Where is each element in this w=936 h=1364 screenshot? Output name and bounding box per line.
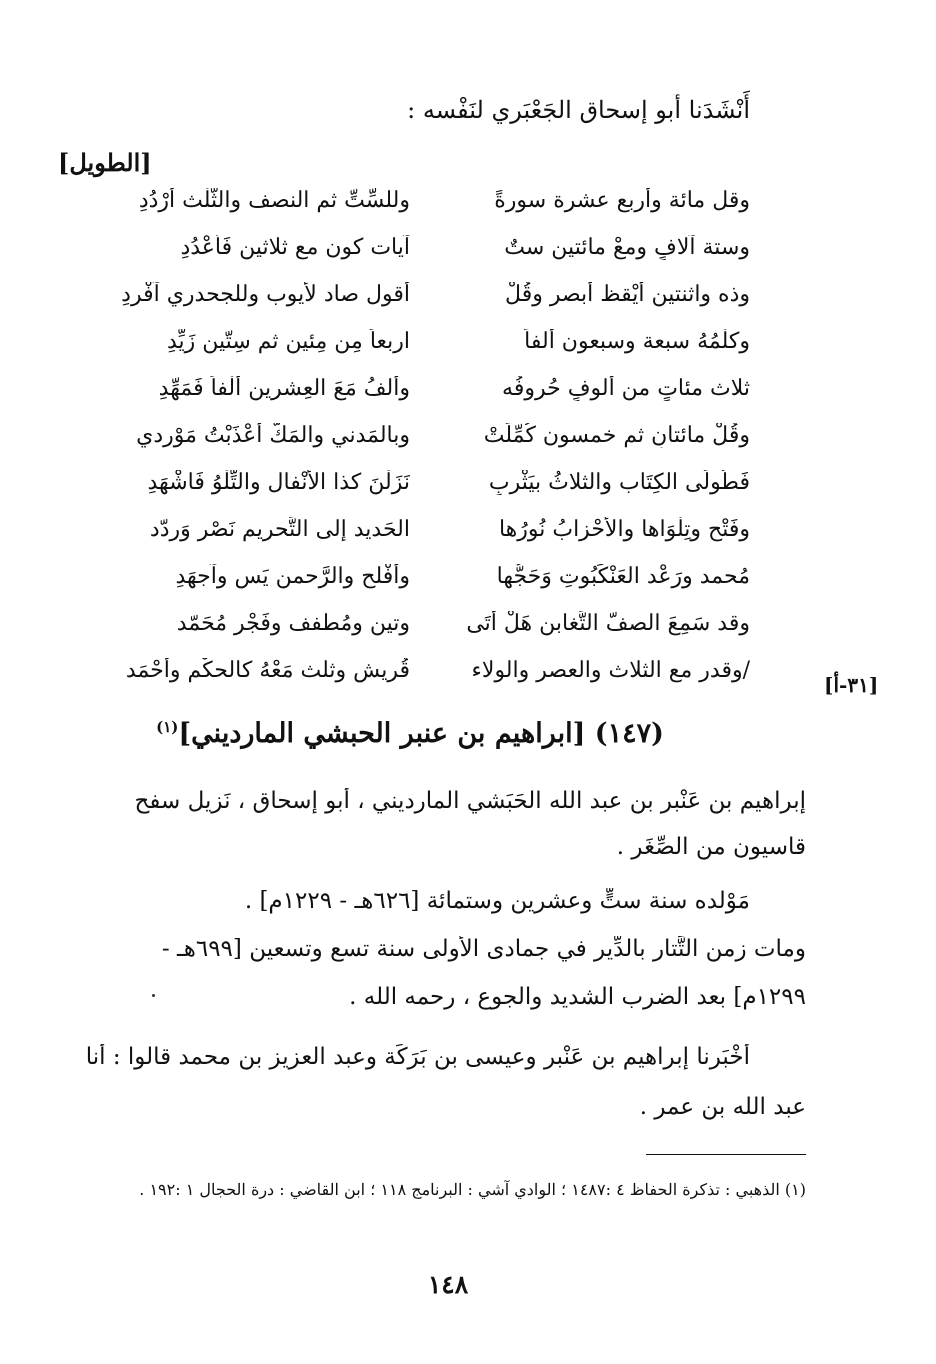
footnote-text: (١) الذهبي : تذكرة الحفاظ ٤ :١٤٨٧ ؛ الوادي آشي : البرنامج ١١٨ ؛ ابن القاضي : درة الحجال ١ :١٩٢ . [139, 1180, 806, 1199]
verse-row [0, 376, 936, 423]
body-paragraph-line: إبراهيم بن عَنْبر بن عبد الله الحَبَشي الماردينيِ ، أبو إسحاق ، نَزِيل سفح [134, 788, 806, 814]
footnote-divider [646, 1154, 806, 1155]
verse-row [0, 188, 936, 235]
verse-row [0, 282, 936, 329]
body-paragraph-line: أَخْبَرنا إبراهيم بن عَنْبر وعيسى بن بَرَكَة وعبد العزيز بن محمد قالوا : أنا [85, 1044, 750, 1070]
verse-first-hemistich: وفَتْح وتِلْوَاها والأحْزابُ نُورُها [498, 517, 750, 542]
poetic-meter-label: [الطويل] [58, 148, 152, 177]
verse-first-hemistich: ثلاث مئاتٍ من أُلوفٍ حُروفُه [502, 376, 750, 401]
verse-first-hemistich: وستة آلافٍ ومعْ مائتين ستٌ [504, 235, 750, 260]
page-number: ١٤٨ [427, 1270, 469, 1299]
verse-second-hemistich: وألفُ مَعَ العِشرين ألْفاً فَمَهِّدِ [158, 376, 410, 401]
verse-second-hemistich: الحَديد إلى التَّحريم نَصْر وَرِدّد [149, 517, 410, 542]
verse-row [0, 611, 936, 658]
verse-row [0, 564, 936, 611]
verse-second-hemistich: وللسِّتِّ ثم النصف والثُّلْث أرْدُدِ [138, 188, 410, 213]
entry-heading [120, 718, 700, 749]
stray-mark [152, 994, 155, 997]
body-paragraph-line: قاسيون من الصِّغَر . [616, 834, 806, 860]
verse-second-hemistich: وأفْلح والرَّحمن يَس وآجهَدِ [175, 564, 410, 589]
manuscript-folio-reference: [٣١-أ] [824, 673, 879, 697]
poem-intro-line: أَنْشَدَنا أبو إسحاق الجَعْبَري لنَفْسه : [407, 96, 750, 124]
verse-second-hemistich: أقول صاد لأيوب وللجحدري آفْرِدِ [121, 282, 410, 307]
verse-first-hemistich: وقد سَمِعَ الصفّ التَّغابن هَلْ أتَى [466, 611, 750, 636]
body-paragraph-line: عبد الله بن عمر . [639, 1094, 806, 1120]
body-paragraph-line: مَوْلده سنة ستٍّ وعشرين وستمائة [٦٢٦هـ - ١٢٢٩م] . [244, 888, 750, 914]
verse-row [0, 423, 936, 470]
verse-first-hemistich: وقل مائة وأربع عشرة سورةً [494, 188, 750, 213]
verse-second-hemistich: نَزَلْنَ كذا الأنْفال والتِّلْوُ فَاشْهَدِ [147, 470, 410, 495]
verse-row [0, 470, 936, 517]
verse-second-hemistich: اربعاً مِن مِئين ثم سِتّين زَيِّدِ [167, 329, 410, 354]
verse-second-hemistich: وتين ومُطفف وفَجْر مُحَمّد [176, 611, 410, 636]
verse-first-hemistich: مُحمد ورَعْد العَنْكَبُوتِ وَحَجُّها [496, 564, 750, 589]
verse-row [0, 658, 936, 705]
verse-second-hemistich: وبالمَدني والمَكّ أعْذَبْتُ مَوْرِدي [136, 423, 410, 448]
verse-first-hemistich: وكلْمُهُ سبعة وسبعون ألفاً [524, 329, 750, 354]
verse-first-hemistich: فَطُولَى الكِتَاب والثلاثُ بيَثْرِبٍ [488, 470, 750, 495]
verse-first-hemistich: وذه واثنتين أيْقظ أبصر وقُلْ [505, 282, 750, 307]
entry-heading-text: (١٤٧) [ابراهيم بن عنبر الحبشي المارديني] [178, 718, 664, 749]
verse-row [0, 329, 936, 376]
verse-second-hemistich: قُريش وثلث مَعْهُ كالحكْم وأحْمَد [125, 658, 410, 683]
footnote-marker: (١) [156, 718, 179, 736]
verse-row [0, 235, 936, 282]
verse-first-hemistich: وقُلْ مائتانِ ثم خمسون كُمِّلَتْ [483, 423, 750, 448]
body-paragraph-line: ومات زمن التَّتار بالدِّير في جمادى الأولى سنة تسع وتسعين [٦٩٩هـ - [161, 936, 806, 962]
verse-second-hemistich: آيات كون مع ثلاثين فَأعْدُدِ [180, 235, 410, 260]
verse-row [0, 517, 936, 564]
body-paragraph-line: ١٢٩٩م] بعد الضرب الشديد والجوع ، رحمه الله . [349, 984, 806, 1010]
verse-first-hemistich: /وقدر مع الثلاث والعصر والولاء [471, 658, 750, 683]
